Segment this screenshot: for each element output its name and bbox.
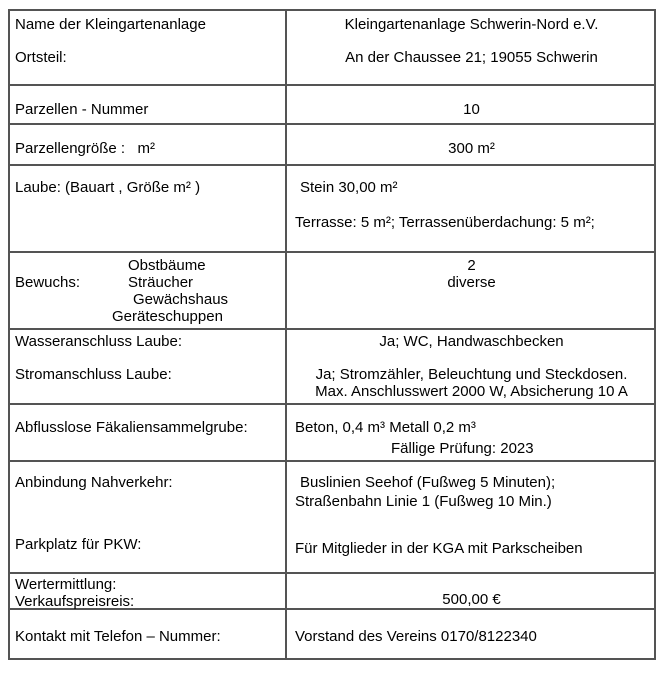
value-parcel-number: 10 (463, 101, 480, 118)
cell-parcel-size-value (287, 125, 654, 164)
value-stromanschluss-2: Max. Anschlusswert 2000 W, Absicherung 10 A (315, 383, 628, 400)
label-wasseranschluss: Wasseranschluss Laube: (15, 333, 183, 350)
cell-laube-values (287, 166, 654, 251)
label-verkaufspreis: Verkaufspreisreis: (15, 593, 135, 610)
bewuchs-item-obstbaeume: Obstbäume (128, 257, 206, 274)
cell-bewuchs-values (287, 253, 654, 328)
label-district: Ortsteil: (15, 49, 67, 66)
row-bewuchs (10, 253, 654, 330)
spacer (15, 492, 281, 507)
value-strassenbahn: Straßenbahn Linie 1 (Fußweg 10 Min.) (295, 493, 552, 510)
cell-wert-labels (10, 574, 287, 608)
cell-laube-label (10, 166, 287, 251)
bewuchs-item-gewaechshaus: Gewächshaus (133, 291, 229, 308)
value-stromanschluss-1: Ja; Stromzähler, Beleuchtung und Steckdosen. (315, 365, 628, 383)
value-grube-pruefung: Fällige Prüfung: 2023 (391, 439, 534, 457)
row-laube (10, 166, 654, 253)
spacer (295, 576, 648, 591)
label-bewuchs: Bewuchs: (15, 274, 81, 291)
value-parcel-size: 300 m² (448, 140, 495, 157)
label-stromanschluss: Stromanschluss Laube: (15, 365, 172, 383)
cell-grube-label (10, 405, 287, 460)
cell-verkehr-labels (10, 462, 287, 572)
cell-anschluss-labels (10, 330, 287, 403)
cell-bewuchs-labels (10, 253, 287, 328)
value-buslinien: Buslinien Seehof (Fußweg 5 Minuten); (300, 474, 556, 491)
cell-parcel-size-label (10, 125, 287, 164)
bewuchs-item-straeucher: Sträucher (128, 274, 194, 291)
row-wertermittlung (10, 574, 654, 610)
value-laube-type: Stein 30,00 m² (300, 179, 398, 196)
value-kontakt: Vorstand des Vereins 0170/8122340 (295, 628, 537, 645)
row-kontakt (10, 610, 654, 658)
row-parcel-size (10, 125, 654, 166)
value-wasseranschluss: Ja; WC, Handwaschbecken (379, 333, 564, 350)
cell-kontakt-label (10, 610, 287, 658)
cell-grube-values (287, 405, 654, 460)
spacer (295, 351, 648, 366)
bewuchs-item-geraeteschuppen: Geräteschuppen (112, 308, 223, 325)
cell-parcel-number-value (287, 86, 654, 123)
value-parkplatz: Für Mitglieder in der KGA mit Parkscheiben (295, 540, 583, 557)
value-laube-terrasse: Terrasse: 5 m²; Terrassenüberdachung: 5 m²; (295, 213, 595, 231)
label-parkplatz: Parkplatz für PKW: (15, 536, 142, 553)
spacer (295, 34, 648, 49)
kleingarten-info-table (8, 9, 656, 660)
value-grube-material: Beton, 0,4 m³ Metall 0,2 m³ (295, 419, 476, 436)
cell-kontakt-value (287, 610, 654, 658)
row-parcel-number (10, 86, 654, 125)
label-parcel-size: Parzellengröße : m² (15, 140, 156, 157)
label-laube: Laube: (Bauart , Größe m² ) (15, 179, 201, 196)
row-facility (10, 11, 654, 86)
row-verkehr-parken (10, 462, 654, 574)
row-anschluesse (10, 330, 654, 405)
spacer (295, 198, 648, 213)
label-nahverkehr: Anbindung Nahverkehr: (15, 474, 173, 491)
cell-verkehr-values (287, 462, 654, 572)
cell-wert-value (287, 574, 654, 608)
value-bewuchs-obstbaeume: 2 (467, 257, 476, 274)
value-verkaufspreis: 500,00 € (442, 591, 501, 608)
label-parcel-number: Parzellen - Nummer (15, 101, 149, 118)
cell-parcel-number-label (10, 86, 287, 123)
spacer (15, 34, 281, 49)
label-facility-name: Name der Kleingartenanlage (15, 16, 206, 33)
value-address: An der Chaussee 21; 19055 Schwerin (345, 49, 598, 66)
label-kontakt: Kontakt mit Telefon – Nummer: (15, 628, 221, 645)
label-wertermittlung: Wertermittlung: (15, 576, 117, 593)
row-faekaliengrube (10, 405, 654, 462)
cell-facility-values (287, 11, 654, 84)
value-bewuchs-straeucher: diverse (447, 274, 496, 291)
cell-facility-labels (10, 11, 287, 84)
cell-anschluss-values (287, 330, 654, 403)
spacer (15, 351, 281, 366)
value-facility-name: Kleingartenanlage Schwerin-Nord e.V. (344, 16, 599, 33)
label-faekaliengrube: Abflusslose Fäkaliensammelgrube: (15, 419, 248, 436)
